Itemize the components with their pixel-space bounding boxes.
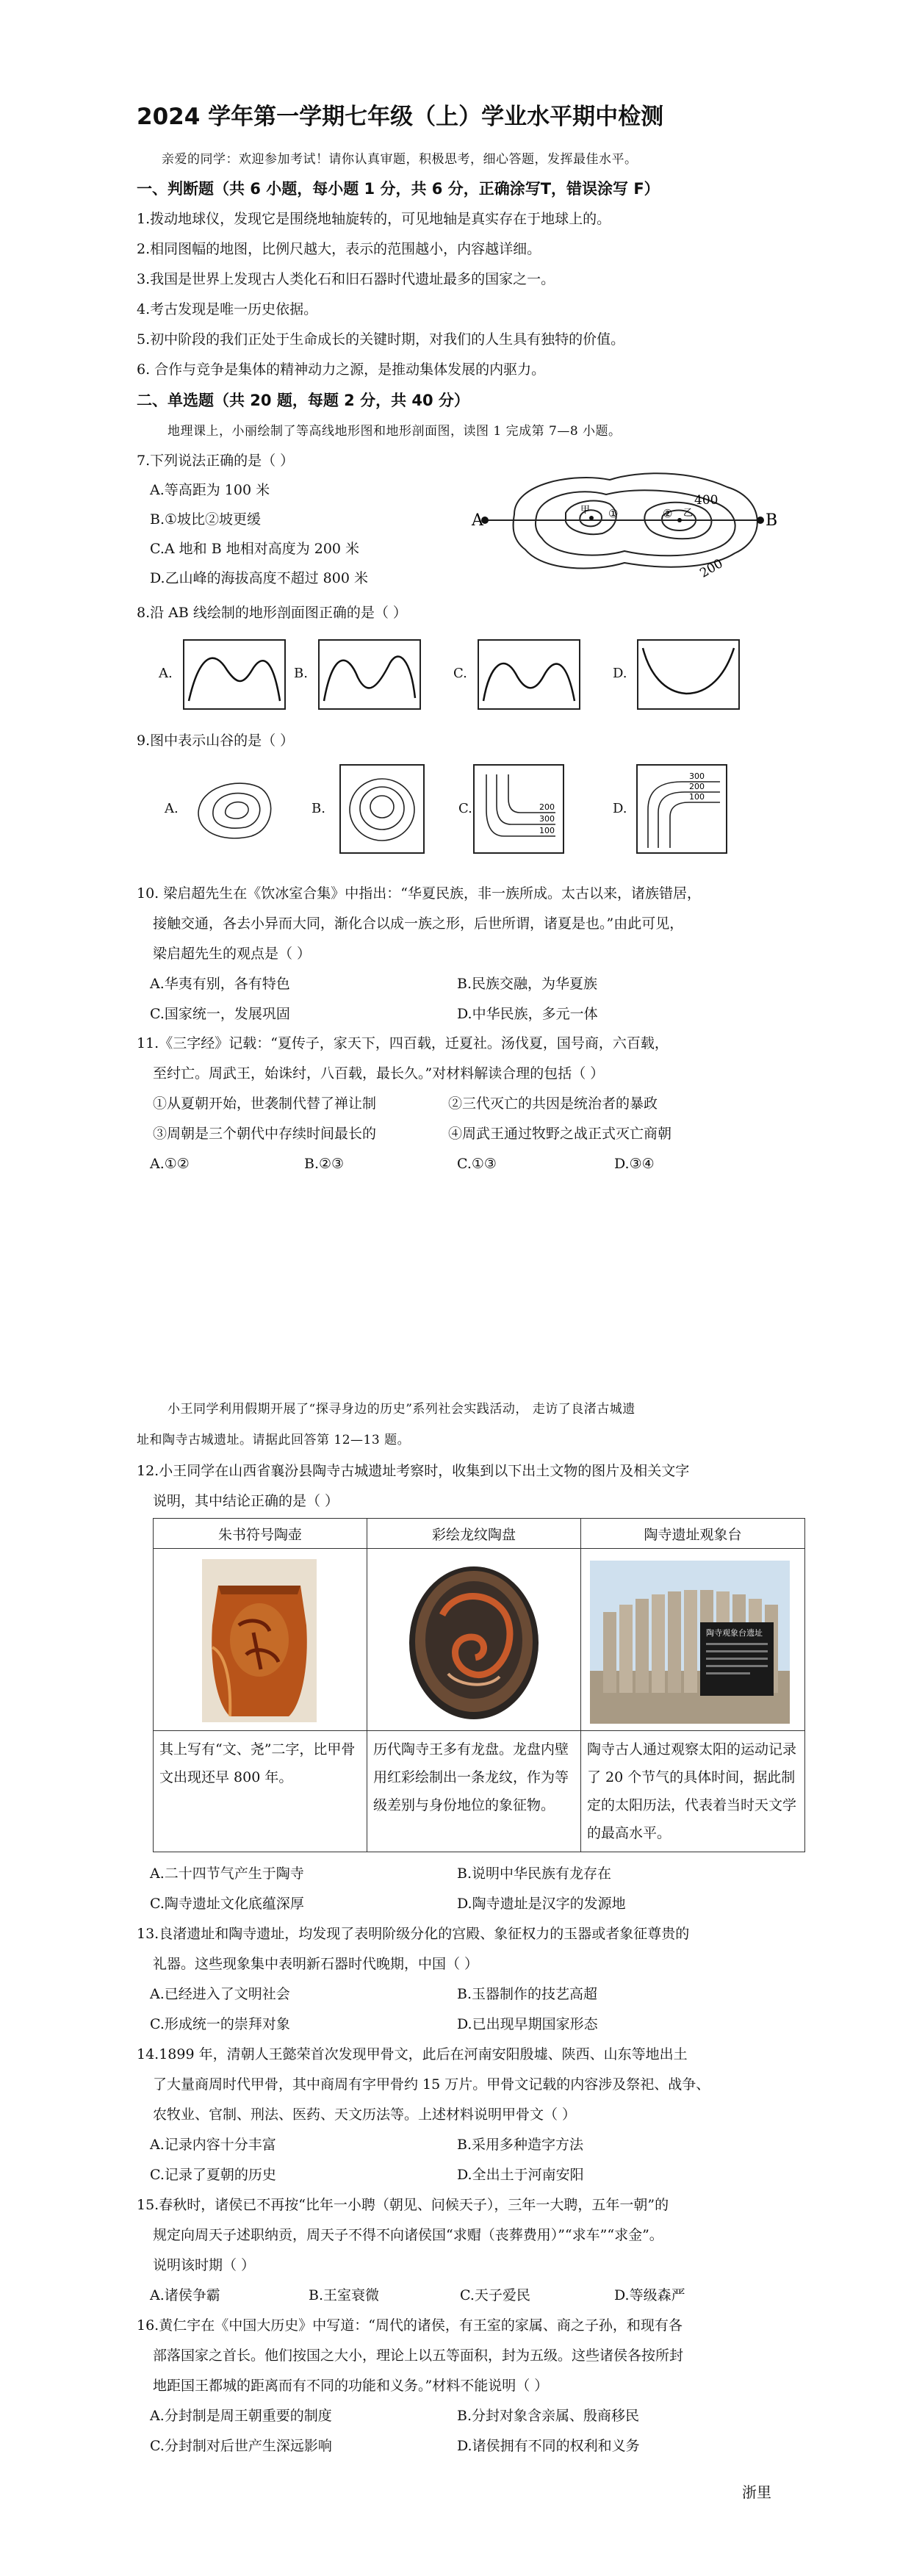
q14-line: 了大量商周时代甲骨，其中商周有字甲骨约 15 万片。甲骨文记载的内容涉及祭祀、战争、 [153,2076,710,2093]
map-label-400: 400 [694,493,719,508]
observatory-photo [590,1561,790,1724]
q9-option-b-label: B. [312,801,325,816]
map-label-slope-1: ① [608,507,619,520]
map-label-yi: 乙 [683,508,694,519]
q8-option-b-label: B. [294,666,308,681]
q10-option-a: A.华夷有别，各有特色 [150,976,290,992]
q7-option-b: B.①坡比②坡更缓 [150,511,262,528]
q9-option-a-contours [192,769,281,849]
map-label-slope-2: ② [663,507,673,520]
q12-option-c: C.陶寺遗址文化底蕴深厚 [150,1896,304,1912]
q14-line: 14.1899 年，清朝人王懿荣首次发现甲骨文，此后在河南安阳殷墟、陕西、山东等地出土 [137,2046,688,2062]
q9-d-tick-200: 200 [689,782,705,791]
q10-option-d: D.中华民族，多元一体 [457,1006,598,1022]
q15-option-d: D.等级森严 [614,2287,685,2303]
q8-option-c-profile [478,639,580,710]
judge-item: 1.拨动地球仪，发现它是围绕地轴旋转的，可见地轴是真实存在于地球上的。 [137,211,611,227]
q9-option-d-label: D. [613,801,627,816]
artifact-desc-observatory: 陶寺古人通过观察太阳的运动记录了 20 个节气的具体时间，据此制定的太阳历法，代表着当时天文学的最高水平。 [581,1731,805,1852]
q12-option-a: A.二十四节气产生于陶寺 [150,1866,304,1882]
q9-c-tick-200: 200 [539,802,555,812]
map-label-200: 200 [697,556,726,581]
artifact-header-plate: 彩绘龙纹陶盘 [367,1519,581,1549]
artifact-desc-plate: 历代陶寺王多有龙盘。龙盘内壁用红彩绘制出一条龙纹，作为等级差别与身份地位的象征物。 [367,1731,581,1852]
q8-option-b-profile [318,639,421,710]
q9-d-tick-100: 100 [689,792,705,802]
q12-line: 说明，其中结论正确的是（ ） [153,1493,339,1509]
q11-option-b: B.②③ [304,1156,345,1172]
q10-option-b: B.民族交融，为华夏族 [457,976,598,992]
q16-line: 16.黄仁宇在《中国大历史》中写道：“周代的诸侯，有王室的家属、商之子孙，和现有各 [137,2317,683,2334]
q7-stem: 7.下列说法正确的是（ ） [137,453,295,469]
q15-option-c: C.天子爱民 [460,2287,530,2303]
artifact-table [153,1518,805,1852]
q11-line: 至纣亡。周武王，始诛纣，八百载，最长久。”对材料解读合理的包括（ ） [153,1065,605,1082]
q13-line: 礼器。这些现象集中表明新石器时代晚期，中国（ ） [153,1956,479,1972]
q9-option-d-contours [636,764,727,854]
q14-option-d: D.全出土于河南安阳 [457,2167,584,2183]
q7-option-d: D.乙山峰的海拔高度不超过 800 米 [150,570,368,586]
q8-option-d-profile [637,639,740,710]
intro-12-13-line: 址和陶寺古城遗址。请据此回答第 12—13 题。 [137,1433,411,1447]
map-label-b: B [766,511,778,530]
q10-line: 10. 梁启超先生在《饮冰室合集》中指出：“华夏民族，非一族所成。太古以来，诸族错居， [137,885,701,902]
judge-item: 4.考古发现是唯一历史依据。 [137,301,318,317]
q10-line: 接触交通，各去小异而大同，渐化合以成一族之形，后世所谓，诸夏是也。”由此可见， [153,915,684,932]
q15-option-a: A.诸侯争霸 [150,2287,220,2303]
intro-12-13-line: 小王同学利用假期开展了“探寻身边的历史”系列社会实践活动， 走访了良渚古城遗 [168,1402,635,1417]
q12-line: 12.小王同学在山西省襄汾县陶寺古城遗址考察时，收集到以下出土文物的图片及相关文字 [137,1463,690,1479]
q13-option-b: B.玉器制作的技艺高超 [457,1986,598,2002]
judge-item: 6. 合作与竞争是集体的精神动力之源，是推动集体发展的内驱力。 [137,361,546,378]
map-label-a: A [472,511,483,530]
q16-option-c: C.分封制对后世产生深远影响 [150,2438,332,2454]
q12-option-d: D.陶寺遗址是汉字的发源地 [457,1896,626,1912]
observatory-plaque-text: 陶寺观象台遗址 [706,1628,763,1638]
artifact-image-cell [581,1549,805,1731]
q15-option-b: B.王室衰微 [309,2287,380,2303]
q9-d-tick-300: 300 [689,771,705,781]
q9-c-tick-300: 300 [539,814,555,824]
q8-stem: 8.沿 AB 线绘制的地形剖面图正确的是（ ） [137,605,407,621]
judge-item: 3.我国是世界上发现古人类化石和旧石器时代遗址最多的国家之一。 [137,271,555,287]
q9-option-c-contours [473,764,564,854]
section2-intro: 地理课上，小丽绘制了等高线地形图和地形剖面图，读图 1 完成第 7—8 小题。 [168,424,622,439]
q8-option-c-label: C. [453,666,467,681]
q11-option-c: C.①③ [457,1156,497,1172]
artifact-image-cell [367,1549,581,1731]
q16-option-b: B.分封对象含亲属、殷商移民 [457,2408,640,2424]
q8-option-a-profile [183,639,286,710]
greeting: 亲爱的同学：欢迎参加考试！请你认真审题，积极思考，细心答题，发挥最佳水平。 [162,152,638,167]
q14-line: 农牧业、官制、刑法、医药、天文历法等。上述材料说明甲骨文（ ） [153,2107,577,2123]
q16-line: 地距国王都城的距离而有不同的功能和义务。”材料不能说明（ ） [153,2378,549,2394]
q10-option-c: C.国家统一，发展巩固 [150,1006,290,1022]
q12-option-b: B.说明中华民族有龙存在 [457,1866,612,1882]
contour-map-figure [470,454,779,586]
q15-line: 15.春秋时，诸侯已不再按“比年一小聘（朝见、问候天子），三年一大聘，五年一朝”的 [137,2197,669,2213]
q11-sub-1: ①从夏朝开始，世袭制代替了禅让制 [153,1095,377,1112]
section2-heading: 二、单选题（共 20 题，每题 2 分，共 40 分） [137,392,469,409]
dragon-plate-photo [406,1556,542,1724]
q13-option-d: D.已出现早期国家形态 [457,2016,598,2032]
map-label-jia: 甲 [580,505,591,516]
pottery-pot-photo [202,1559,317,1722]
artifact-header-observatory: 陶寺遗址观象台 [581,1519,805,1549]
q7-option-c: C.A 地和 B 地相对高度为 200 米 [150,541,360,557]
artifact-header-pot: 朱书符号陶壶 [154,1519,367,1549]
q9-stem: 9.图中表示山谷的是（ ） [137,733,295,749]
q14-option-a: A.记录内容十分丰富 [150,2137,276,2153]
judge-item: 5.初中阶段的我们正处于生命成长的关键时期，对我们的人生具有独特的价值。 [137,331,625,348]
q9-option-b-contours [339,764,425,854]
section1-heading: 一、判断题（共 6 小题，每小题 1 分，共 6 分，正确涂写T，错误涂写 F） [137,180,660,198]
q13-option-c: C.形成统一的崇拜对象 [150,2016,290,2032]
q11-sub-2: ②三代灭亡的共因是统治者的暴政 [448,1095,658,1112]
q11-option-d: D.③④ [614,1156,655,1172]
artifact-image-cell [154,1549,367,1731]
q14-option-c: C.记录了夏朝的历史 [150,2167,276,2183]
artifact-desc-pot: 其上写有“文、尧”二字，比甲骨文出现还早 800 年。 [154,1731,367,1852]
q15-line: 规定向周天子述职纳贡，周天子不得不向诸侯国“求赗（丧葬费用）”“求车”“求金”。 [153,2227,663,2243]
q8-option-a-label: A. [159,666,173,681]
q11-sub-3: ③周朝是三个朝代中存续时间最长的 [153,1126,377,1142]
q15-line: 说明该时期（ ） [153,2257,256,2273]
q9-option-a-label: A. [165,801,179,816]
q8-option-d-label: D. [613,666,627,681]
q10-line: 梁启超先生的观点是（ ） [153,946,312,962]
q9-c-tick-100: 100 [539,826,555,835]
q13-line: 13.良渚遗址和陶寺遗址，均发现了表明阶级分化的宫殿、象征权力的玉器或者象征尊贵的 [137,1926,690,1942]
judge-item: 2.相同图幅的地图，比例尺越大，表示的范围越小，内容越详细。 [137,241,541,257]
q7-option-a: A.等高距为 100 米 [150,482,270,498]
q13-option-a: A.已经进入了文明社会 [150,1986,290,2002]
q14-option-b: B.采用多种造字方法 [457,2137,584,2153]
q9-option-c-label: C. [458,801,472,816]
q11-option-a: A.①② [150,1156,190,1172]
q11-line: 11.《三字经》记载：“夏传子，家天下，四百载，迁夏社。汤伐夏，国号商，六百载， [137,1035,669,1051]
page-footer: 浙里 [742,2483,771,2501]
q16-option-d: D.诸侯拥有不同的权利和义务 [457,2438,640,2454]
q16-line: 部落国家之首长。他们按国之大小，理论上以五等面积，封为五级。这些诸侯各按所封 [153,2347,684,2364]
page-title: 2024 学年第一学期七年级（上）学业水平期中检测 [137,104,664,130]
q16-option-a: A.分封制是周王朝重要的制度 [150,2408,332,2424]
q11-sub-4: ④周武王通过牧野之战正式灭亡商朝 [448,1126,672,1142]
